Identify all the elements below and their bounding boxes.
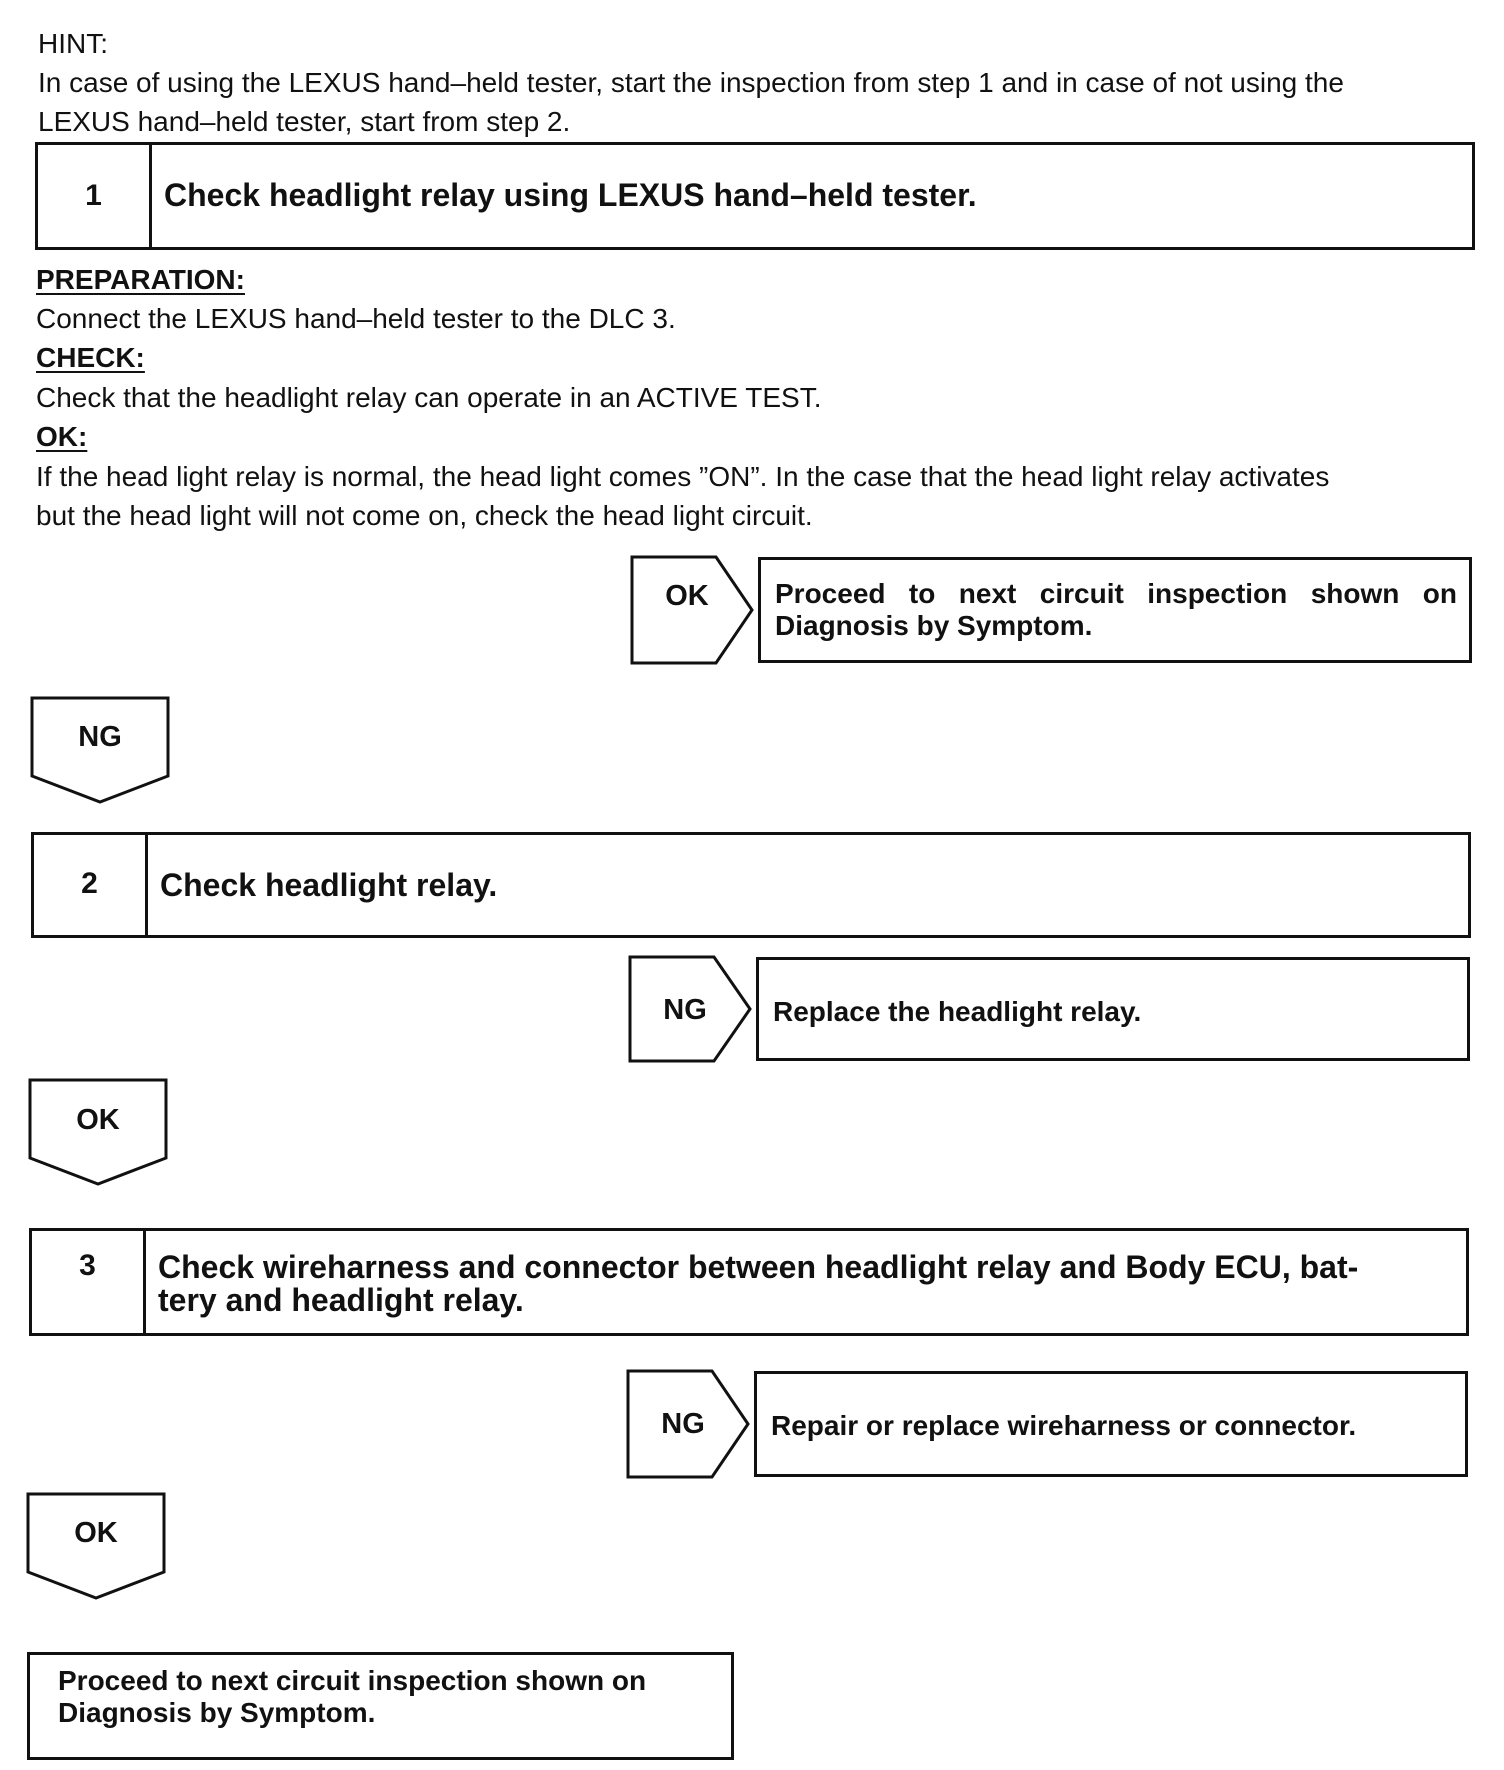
step-1-ok-result-line1: Proceed to next circuit inspection shown on [775,578,1457,609]
step-2-ng-result [756,957,1470,1061]
step-3-ng-arrow-label: NG [661,1408,705,1440]
step-3-title-line1: Check wireharness and connector between headlight relay and Body ECU, bat- [158,1249,1359,1285]
check-text: Check that the headlight relay can operate in an ACTIVE TEST. [36,382,822,413]
step-1-ok-result-line2: Diagnosis by Symptom. [775,610,1093,641]
step-1-title: Check headlight relay using LEXUS hand–held tester. [164,177,977,213]
step-3-ng-result-text: Repair or replace wireharness or connector. [771,1410,1357,1441]
step-3-number: 3 [32,1231,146,1333]
ok-text-line2: but the head light will not come on, check the head light circuit. [36,500,813,531]
step-2-ng-arrow-label: NG [663,994,707,1026]
step-1-box [35,142,1475,250]
step-1-ok-arrow-label: OK [665,580,709,612]
step-2-ok-down-arrow [28,1078,168,1188]
step-3-ng-result [754,1371,1468,1477]
step-1-number: 1 [38,145,152,247]
step-3-box [29,1228,1469,1336]
step-1-ok-result [758,557,1472,663]
step-3-title-line2: tery and headlight relay. [158,1282,524,1318]
ok-text-line1: If the head light relay is normal, the head light comes ”ON”. In the case that the head light relay activates [36,461,1330,492]
hint-label: HINT: [38,28,108,59]
preparation-text: Connect the LEXUS hand–held tester to the DLC 3. [36,303,676,334]
step-3-ng-arrow [626,1369,752,1479]
step-3-title [146,1231,1466,1333]
final-result-line2: Diagnosis by Symptom. [58,1697,376,1728]
step-1-ng-down-label: NG [78,721,122,753]
step-2-number: 2 [34,835,148,935]
final-result-box [27,1652,734,1760]
check-label: CHECK: [36,342,145,373]
ok-label: OK: [36,421,88,452]
step-3-ok-down-arrow [26,1492,166,1602]
step-2-title: Check headlight relay. [160,867,498,903]
step-2-ng-result-text: Replace the headlight relay. [773,996,1142,1027]
preparation-label: PREPARATION: [36,264,245,295]
step-3-ok-down-label: OK [74,1517,118,1549]
step-2-ok-down-label: OK [76,1104,120,1136]
step-2-ng-arrow [628,955,754,1063]
final-result-line1: Proceed to next circuit inspection shown on [58,1665,647,1696]
step-1-ng-down-arrow [30,696,170,806]
step-2-box [31,832,1471,938]
hint-text-line2: LEXUS hand–held tester, start from step 2. [38,106,571,137]
step-1-ok-arrow [630,555,756,665]
hint-text-line1: In case of using the LEXUS hand–held tester, start the inspection from step 1 and in case of not using the [38,67,1344,98]
